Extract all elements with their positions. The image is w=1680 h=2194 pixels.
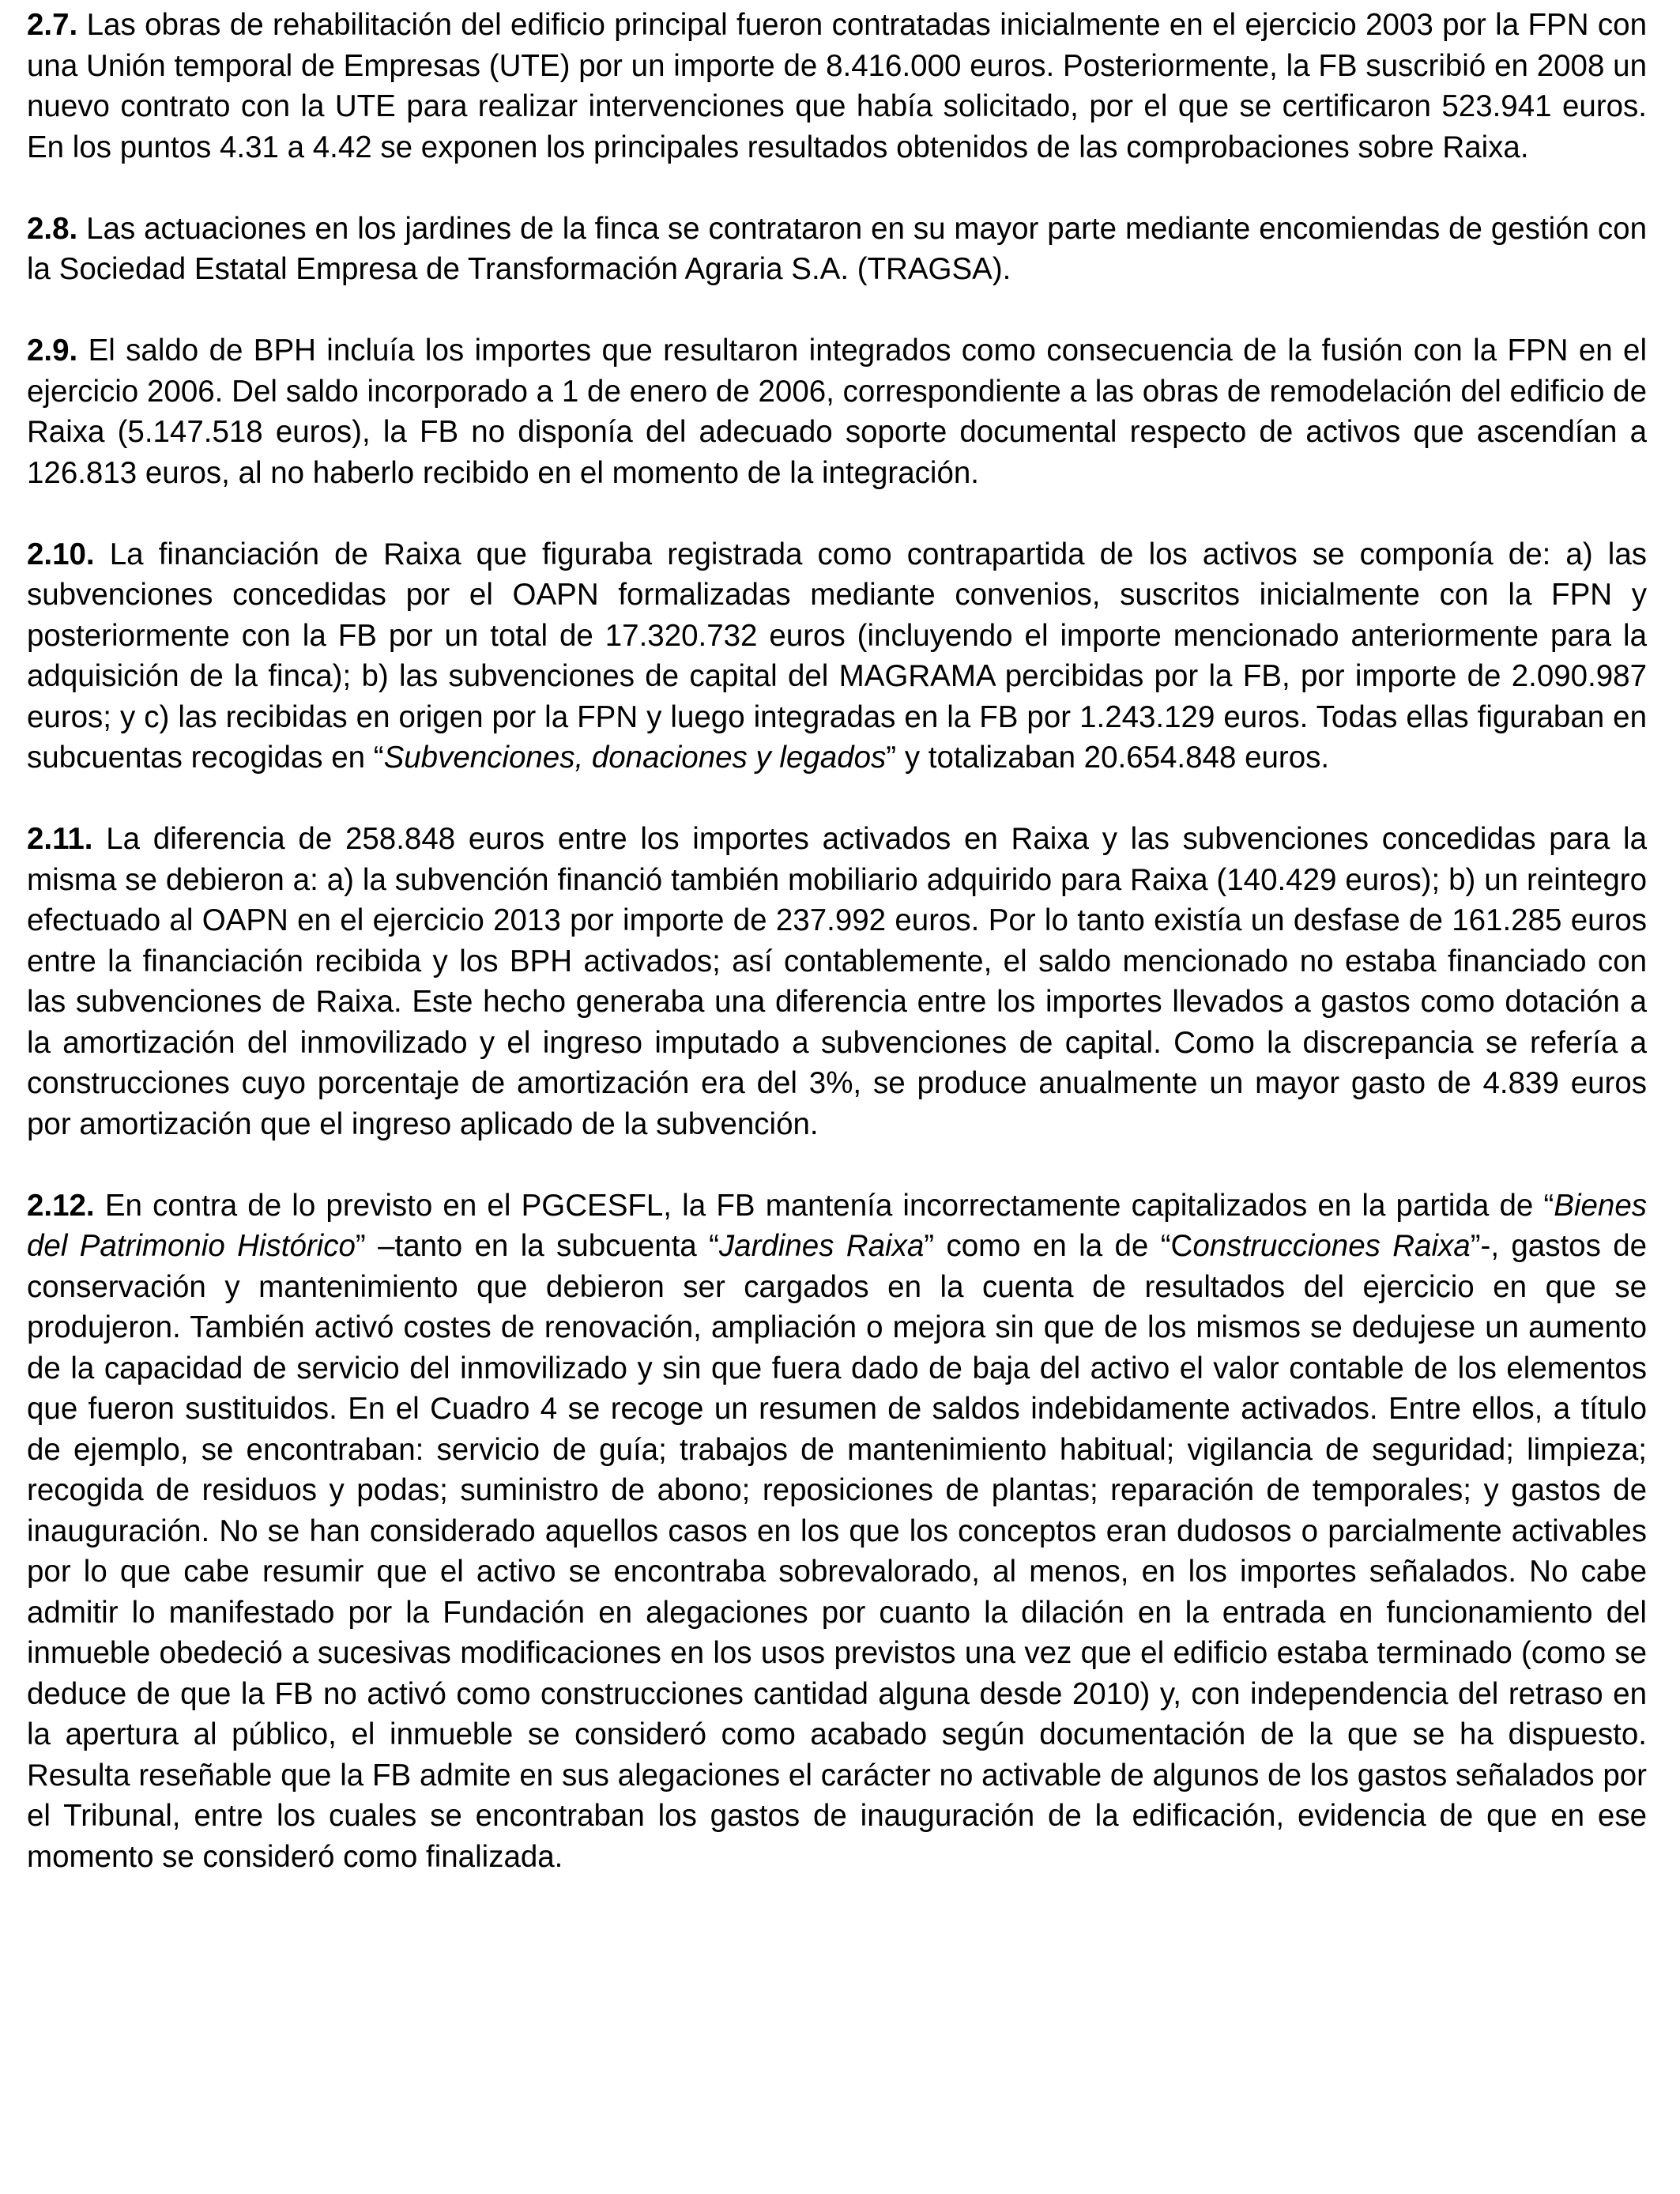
paragraph-number: 2.10. [27, 537, 95, 571]
paragraph-2-8 [27, 209, 1647, 290]
italic-term: Subvenciones, donaciones y legados [383, 741, 887, 775]
paragraph-number: 2.12. [27, 1188, 95, 1223]
paragraph-text: Las actuaciones en los jardines de la finca se contrataron en su mayor parte mediante encomiendas de gestión con la Sociedad Estatal Empresa de Transformación Agraria S.A. (TRAGSA). [27, 211, 1647, 286]
paragraph-text: ” y totalizaban 20.654.848 euros. [886, 741, 1330, 775]
paragraph-2-12 [27, 1186, 1647, 1878]
italic-term: Bienes del Patrimonio Histórico [27, 1188, 1647, 1263]
paragraph-number: 2.8. [27, 211, 78, 246]
paragraph-2-9 [27, 330, 1647, 493]
paragraph-text: ” como en la de “C [924, 1229, 1193, 1263]
paragraph-2-10 [27, 534, 1647, 778]
paragraph-text: Las obras de rehabilitación del edificio principal fueron contratadas inicialmente en el ejercicio 2003 por la FPN con una Unión temporal de Empresas (UTE) por un importe de 8.416.000 euros. Posteriormente, la FB suscribió en 2008 un nuevo contrato con la UTE para realizar intervenciones que había solicitado, por el que se certificaron 523.941 euros. En los puntos 4.31 a 4.42 se exponen los principales resultados obtenidos de las comprobaciones sobre Raixa. [27, 8, 1647, 164]
paragraph-2-11 [27, 819, 1647, 1144]
italic-term: onstrucciones Raixa [1192, 1229, 1471, 1263]
paragraph-text: En contra de lo previsto en el PGCESFL, la FB mantenía incorrectamente capitalizados en la partida de “ [94, 1188, 1554, 1223]
paragraph-number: 2.9. [27, 334, 78, 368]
paragraph-text: El saldo de BPH incluía los importes que resultaron integrados como consecuencia de la fusión con la FPN en el ejercicio 2006. Del saldo incorporado a 1 de enero de 2006, correspondiente a las obras de remodelación del edificio de Raixa (5.147.518 euros), la FB no disponía del adecuado soporte documental respecto de activos que ascendían a 126.813 euros, al no haberlo recibido en el momento de la integración. [27, 334, 1647, 490]
paragraph-text: ” –tanto en la subcuenta “ [355, 1229, 719, 1263]
italic-term: Jardines Raixa [718, 1229, 925, 1263]
paragraph-number: 2.11. [27, 822, 93, 856]
paragraph-text: La diferencia de 258.848 euros entre los importes activados en Raixa y las subvenciones concedidas para la misma se debieron a: a) la subvención financió también mobiliario adquirido para Raixa (140.429 euros); b) un reintegro efectuado al OAPN en el ejercicio 2013 por importe de 237.992 euros. Por lo tanto existía un desfase de 161.285 euros entre la financiación recibida y los BPH activados; así contablemente, el saldo mencionado no estaba financiado con las subvenciones de Raixa. Este hecho generaba una diferencia entre los importes llevados a gastos como dotación a la amortización del inmovilizado y el ingreso imputado a subvenciones de capital. Como la discrepancia se refería a construcciones cuyo porcentaje de amortización era del 3%, se produce anualmente un mayor gasto de 4.839 euros por amortización que el ingreso aplicado de la subvención. [27, 822, 1647, 1141]
paragraph-2-7 [27, 5, 1647, 168]
paragraph-number: 2.7. [27, 8, 78, 42]
document-page [27, 5, 1647, 1877]
paragraph-text: ”-, gastos de conservación y mantenimiento que debieron ser cargados en la cuenta de resultados del ejercicio en que se produjeron. También activó costes de renovación, ampliación o mejora sin que de los mismos se dedujese un aumento de la capacidad de servicio del inmovilizado y sin que fuera dado de baja del activo el valor contable de los elementos que fueron sustituidos. En el Cuadro 4 se recoge un resumen de saldos indebidamente activados. Entre ellos, a título de ejemplo, se encontraban: servicio de guía; trabajos de mantenimiento habitual; vigilancia de seguridad; limpieza; recogida de residuos y podas; suministro de abono; reposiciones de plantas; reparación de temporales; y gastos de inauguración. No se han considerado aquellos casos en los que los conceptos eran dudosos o parcialmente activables por lo que cabe resumir que el activo se encontraba sobrevalorado, al menos, en los importes señalados. No cabe admitir lo manifestado por la Fundación en alegaciones por cuanto la dilación en la entrada en funcionamiento del inmueble obedeció a sucesivas modificaciones en los usos previstos una vez que el edificio estaba terminado (como se deduce de que la FB no activó como construcciones cantidad alguna desde 2010) y, con independencia del retraso en la apertura al público, el inmueble se consideró como acabado según documentación de la que se ha dispuesto. Resulta reseñable que la FB admite en sus alegaciones el carácter no activable de algunos de los gastos señalados por el Tribunal, entre los cuales se encontraban los gastos de inauguración de la edificación, evidencia de que en ese momento se consideró como finalizada. [27, 1229, 1648, 1874]
paragraph-text: La financiación de Raixa que figuraba registrada como contrapartida de los activos se componía de: a) las subvenciones concedidas por el OAPN formalizadas mediante convenios, suscritos inicialmente con la FPN y posteriormente con la FB por un total de 17.320.732 euros (incluyendo el importe mencionado anteriormente para la adquisición de la finca); b) las subvenciones de capital del MAGRAMA percibidas por la FB, por importe de 2.090.987 euros; y c) las recibidas en origen por la FPN y luego integradas en la FB por 1.243.129 euros. Todas ellas figuraban en subcuentas recogidas en “ [27, 537, 1647, 775]
